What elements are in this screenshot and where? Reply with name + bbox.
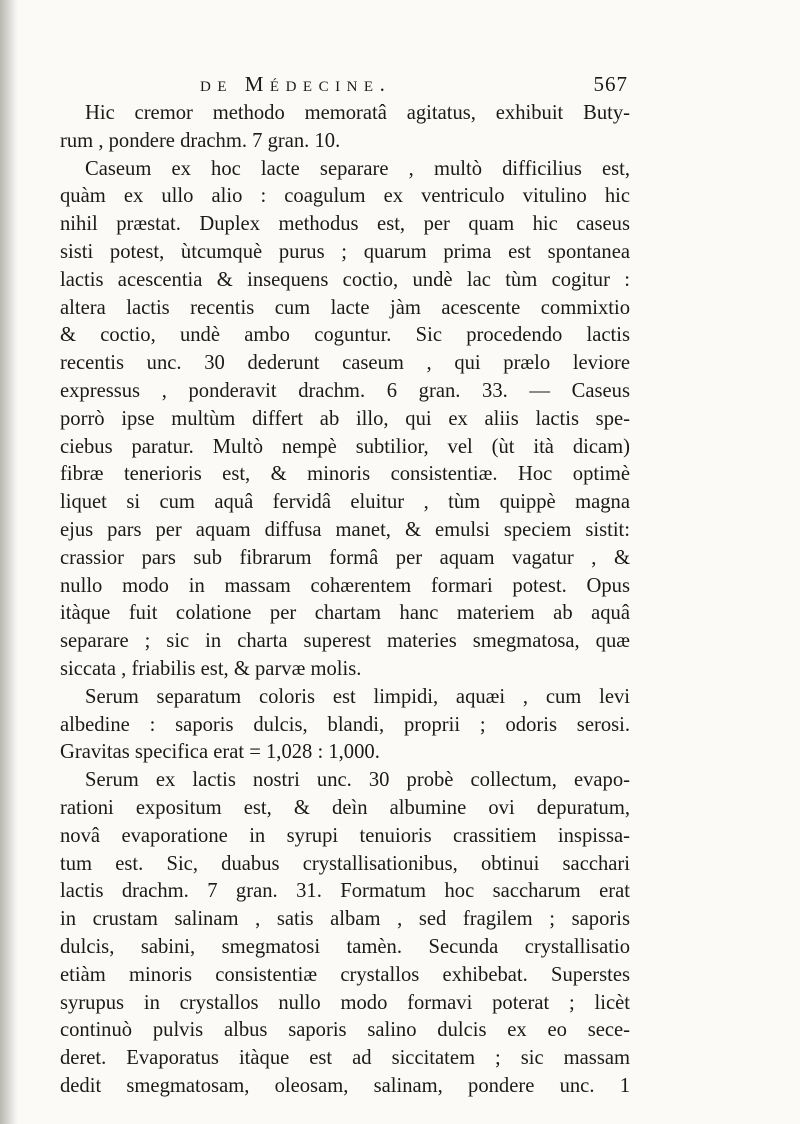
text-line: itàque fuit colatione per chartam hanc materiem ab aquâ <box>60 602 630 625</box>
text-line: tum est. Sic, duabus crystallisationibus, obtinui sacchari <box>60 852 630 875</box>
text-line: etiàm minoris consistentiæ crystallos exhibebat. Superstes <box>60 963 630 986</box>
text-line: Caseum ex hoc lacte separare , multò difficilius est, <box>85 157 630 180</box>
text-line: liquet si cum aquâ fervidâ eluitur , tùm quippè magna <box>60 491 630 514</box>
text-line: nullo modo in massam cohærentem formari potest. Opus <box>60 574 630 597</box>
text-line: altera lactis recentis cum lacte jàm acescente commixtio <box>60 296 630 319</box>
text-line: syrupus in crystallos nullo modo formavi poterat ; licèt <box>60 991 630 1014</box>
text-line: expressus , ponderavit drachm. 6 gran. 33. — Caseus <box>60 379 630 402</box>
text-line: porrò ipse multùm differt ab illo, qui ex aliis lactis spe- <box>60 407 630 430</box>
text-line: crassior pars sub fibrarum formâ per aquam vagatur , & <box>60 546 630 569</box>
text-line: in crustam salinam , satis albam , sed fragilem ; saporis <box>60 908 630 931</box>
text-line: siccata , friabilis est, & parvæ molis. <box>60 657 362 680</box>
text-line: sisti potest, ùtcumquè purus ; quarum prima est spontanea <box>60 240 630 263</box>
text-line: Gravitas specifica erat = 1,028 : 1,000. <box>60 741 380 764</box>
text-line: lactis acescentia & insequens coctio, undè lac tùm cogitur : <box>60 268 630 291</box>
text-line: Hic cremor methodo memoratâ agitatus, exhibuit Buty- <box>85 102 630 124</box>
page-number: 567 <box>593 72 628 96</box>
text-line: continuò pulvis albus saporis salino dulcis ex eo sece- <box>60 1019 630 1042</box>
text-line: dulcis, sabini, smegmatosi tamèn. Secunda crystallisatio <box>60 935 630 958</box>
page-gutter-shadow <box>0 0 18 1124</box>
text-line: & coctio, undè ambo coguntur. Sic procedendo lactis <box>60 324 630 347</box>
text-line: novâ evaporatione in syrupi tenuioris crassitiem inspissa- <box>60 824 630 847</box>
text-line: rum , pondere drachm. 7 gran. 10. <box>60 129 341 152</box>
text-line: ciebus paratur. Multò nempè subtilior, vel (ùt ità dicam) <box>60 435 630 458</box>
text-line: albedine : saporis dulcis, blandi, proprii ; odoris serosi. <box>60 713 630 736</box>
text-line: fibræ tenerioris est, & minoris consistentiæ. Hoc optimè <box>60 463 630 486</box>
text-line: separare ; sic in charta superest materies smegmatosa, quæ <box>60 630 630 653</box>
text-line: Serum ex lactis nostri unc. 30 probè collectum, evapo- <box>85 769 630 792</box>
text-line: rationi expositum est, & deìn albumine ovi depuratum, <box>60 796 630 819</box>
text-line: lactis drachm. 7 gran. 31. Formatum hoc saccharum erat <box>60 880 630 903</box>
text-line: nihil præstat. Duplex methodus est, per quam hic caseus <box>60 213 630 236</box>
text-line: ejus pars per aquam diffusa manet, & emulsi speciem sistit: <box>60 518 630 541</box>
text-line: dedit smegmatosam, oleosam, salinam, pondere unc. 1 <box>60 1074 630 1097</box>
text-line: Serum separatum coloris est limpidi, aquæi , cum levi <box>85 685 630 708</box>
text-line: deret. Evaporatus itàque est ad siccitatem ; sic massam <box>60 1047 630 1070</box>
text-line: recentis unc. 30 dederunt caseum , qui prælo leviore <box>60 352 630 375</box>
body-text <box>60 100 630 1101</box>
text-line: quàm ex ullo alio : coagulum ex ventriculo vitulino hic <box>60 185 630 208</box>
running-head: de Médecine. <box>200 72 392 96</box>
